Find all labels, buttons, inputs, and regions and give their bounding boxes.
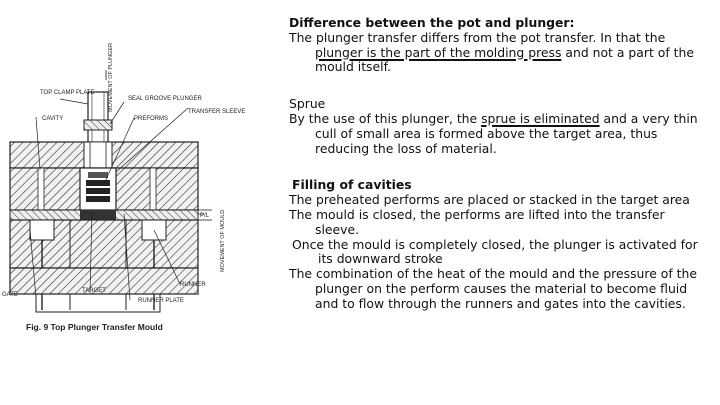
label-preforms: PREFORMS [134,116,169,122]
top-plunger-transfer-mould-diagram [0,43,285,350]
label-pl: P/L [200,213,210,219]
section-filling-of-cavities [289,178,709,311]
text-run: and a very thin cull of small area is formed above the target area, thus reducing the loss of material. [315,110,698,156]
text-panel [289,16,709,313]
label-runner: RUNNER [180,282,206,288]
label-target: TARGET [82,288,106,294]
heading-difference: Difference between the pot and plunger: [289,15,575,30]
figure-caption: Fig. 9 Top Plunger Transfer Mould [26,322,163,332]
heading-filling: Filling of cavities [292,177,412,193]
text-run: and not a part of the mould itself. [315,44,694,75]
label-movement-of-plunger: MOVEMENT OF PLUNGER [108,43,114,112]
section-pot-vs-plunger [289,16,709,75]
label-gate: GATE [2,292,18,298]
paragraph-difference [289,31,709,75]
paragraph-filling-2: The mould is closed, the performs are lifted into the transfer sleeve. [289,206,665,237]
target [80,210,116,220]
paragraph-filling-3: Once the mould is completely closed, the plunger is activated for its downward stroke [292,236,698,267]
paragraph-filling-4: The combination of the heat of the mould and the pressure of the plunger on the perform causes the material to become fluid and to flow through the runners and gates into the cavities. [289,266,697,311]
label-top-clamp-plate: TOP CLAMP PLATE [40,90,95,96]
paragraph-sprue [289,112,709,156]
text-run: By the use of this plunger, the [289,110,482,126]
section-sprue [289,97,709,156]
label-movement-of-mould: MOVEMENT OF MOULD [220,209,226,272]
label-cavity: CAVITY [42,116,64,122]
label-seal-groove-plunger: SEAL GROOVE PLUNGER [128,96,202,102]
underlined-text: sprue is eliminated [481,110,600,126]
paragraph-filling-1: The preheated performs are placed or stacked in the target area [289,192,690,208]
heading-sprue: Sprue [289,96,326,112]
underlined-text: plunger is the part of the molding press [315,44,562,60]
text-run: The plunger transfer differs from the pot transfer. In that the [289,29,666,45]
label-runner-plate: RUNNER PLATE [138,298,184,304]
label-transfer-sleeve: TRANSFER SLEEVE [188,109,246,115]
